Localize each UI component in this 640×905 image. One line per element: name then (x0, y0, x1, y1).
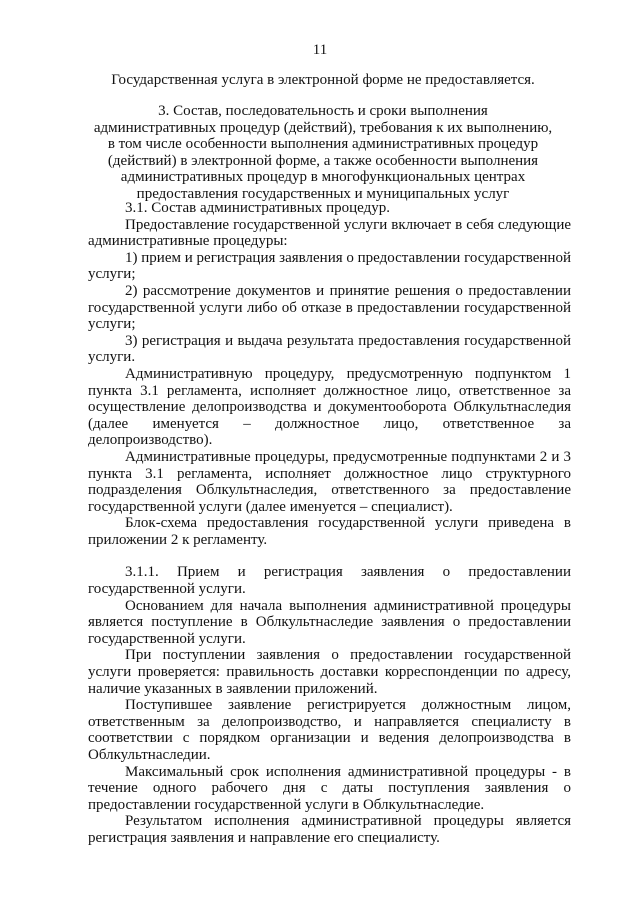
body-paragraph: Административные процедуры, предусмотренные подпунктами 2 и 3 пункта 3.1 регламента, исполняет должностное лицо структурного подразделения Облкультнаследия, ответственного за предоставление государственной услуги (далее именуется – специалист). (88, 448, 571, 515)
body-paragraph: При поступлении заявления о предоставлении государственной услуги проверяется: правильность доставки корреспонденции по адресу, наличие указанных в заявлении приложений. (88, 647, 571, 697)
document-body (88, 200, 571, 847)
body-paragraph: Поступившее заявление регистрируется должностным лицом, ответственным за делопроизводство, и направляется специалисту в соответствии с порядком организации и ведения делопроизводства в Облкультнаследии. (88, 697, 571, 763)
section-title-line: (действий) в электронной форме, а также особенности выполнения (107, 152, 539, 169)
section-title-line: в том числе особенности выполнения административных процедур (107, 136, 539, 152)
page-number: 11 (312, 42, 328, 58)
section-title-line: административных процедур в многофункциональных центрах (120, 169, 526, 185)
list-item: 2) рассмотрение документов и принятие решения о предоставлении государственной услуги либо об отказе в предоставлении государственной услуги; (88, 282, 571, 333)
body-paragraph: Предоставление государственной услуги включает в себя следующие административные процедуры: (88, 216, 571, 250)
body-paragraph: Административную процедуру, предусмотренную подпунктом 1 пункта 3.1 регламента, исполняет должностное лицо, ответственное за осуществление делопроизводства и документооборота Облкультнаследия (далее именуется – должностное лицо, ответственное за делопроизводство). (88, 365, 571, 449)
list-item: 1) прием и регистрация заявления о предоставлении государственной услуги; (88, 249, 571, 283)
list-item: 3) регистрация и выдача результата предоставления государственной услуги. (88, 332, 571, 366)
section-title-line: 3. Состав, последовательность и сроки выполнения (158, 103, 488, 119)
subsection-heading: 3.1.1. Прием и регистрация заявления о предоставлении государственной услуги. (88, 564, 571, 598)
body-paragraph: Основанием для начала выполнения административной процедуры является поступление в Облкультнаследие заявления о предоставлении государственной услуги. (88, 597, 571, 647)
section-title-line: административных процедур (действий), требования к их выполнению, (93, 119, 553, 136)
body-paragraph: Максимальный срок исполнения административной процедуры - в течение одного рабочего дня с даты поступления заявления о предоставлении государственной услуги в Облкультнаследие. (88, 763, 571, 813)
subsection-heading: 3.1. Состав административных процедур. (125, 200, 390, 216)
body-paragraph: Блок-схема предоставления государственной услуги приведена в приложении 2 к регламенту. (88, 515, 571, 548)
body-paragraph: Результатом исполнения административной процедуры является регистрация заявления и направление его специалисту. (88, 813, 571, 846)
section-title-line: предоставления государственных и муниципальных услуг (136, 185, 510, 202)
electronic-form-notice: Государственная услуга в электронной форме не предоставляется. (111, 72, 535, 88)
section-title (88, 103, 558, 202)
